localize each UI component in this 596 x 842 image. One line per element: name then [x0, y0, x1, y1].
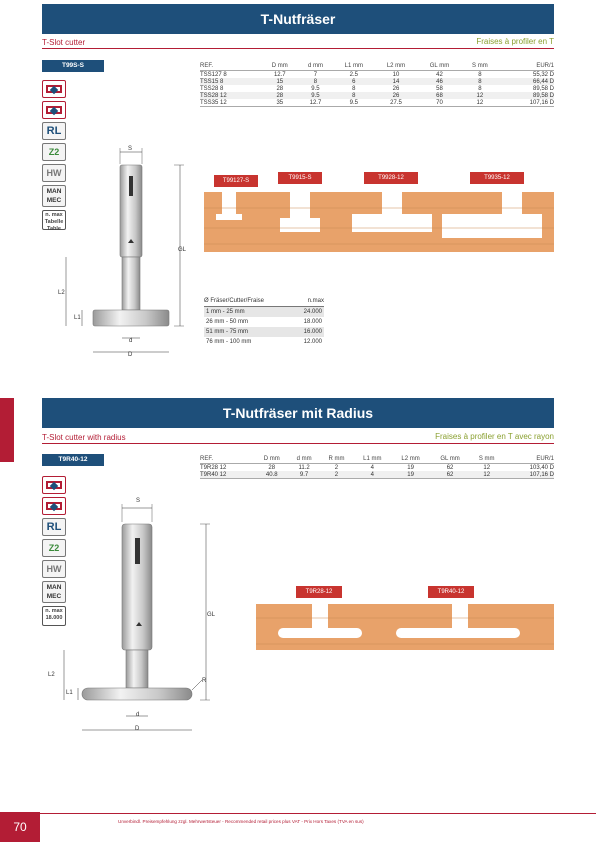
table-row: 26 mm - 50 mm 18.000: [206, 319, 322, 325]
rpm-table: [204, 296, 324, 347]
section2-spec-table: [200, 455, 554, 479]
table-row: TSS28 8 28 9.5 8 26 58 8 89,58 D: [200, 85, 554, 92]
dim-l2-label: L2: [48, 672, 55, 678]
table-row: TSS15 8 15 8 6 14 46 8 66,44 D: [200, 78, 554, 85]
manual-mec-icon: MAN MEC: [42, 185, 66, 207]
table-header-row: REF. D mm d mm R mm L1 mm L2 mm GL mm S mm EUR/1: [200, 456, 554, 462]
section1-divider: [42, 48, 554, 49]
table-row: TSS127 8 12.7 7 2.5 10 42 8 55,32 D: [200, 71, 554, 78]
dim-s-label: S: [128, 146, 133, 152]
dim-l2-label: L2: [58, 290, 65, 296]
dim-gl-label: GL: [178, 247, 187, 253]
table-row: T9R28 12 28 11.2 2 4 19 62 12 103,40 D: [200, 464, 554, 471]
profile-label: T9915-S: [278, 172, 322, 184]
max-rpm-icon: n. max 18.000: [42, 606, 66, 626]
carbide-hw-icon: HW: [42, 560, 66, 578]
profile-label: T9935-12: [470, 172, 524, 184]
section2-title: T-Nutfräser mit Radius: [42, 398, 554, 428]
router-head-icon: [42, 101, 66, 119]
section1-subtitle-en: T-Slot cutter: [42, 38, 86, 47]
dim-s-label: S: [136, 498, 141, 504]
section1-spec-table: [200, 62, 554, 107]
section2-divider: [42, 443, 554, 444]
table-header-row: REF. D mm d mm L1 mm L2 mm GL mm S mm EUR/1: [200, 63, 554, 69]
section1-product-code: T99S-S: [42, 60, 104, 72]
section2-cutter-drawing: [56, 494, 216, 744]
dim-l1-label: L1: [66, 690, 73, 696]
section2-subtitle-fr: Fraises à profiler en T avec rayon: [435, 432, 554, 441]
dim-l1-label: L1: [74, 315, 81, 321]
section1-title: T-Nutfräser: [42, 4, 554, 34]
profile-label: T9928-12: [364, 172, 418, 184]
dim-d-small-label: d: [129, 338, 133, 344]
rotation-rl-icon: RL: [42, 122, 66, 140]
dim-d-big-label: D: [135, 726, 140, 732]
section1-subtitle-fr: Fraises à profiler en T: [476, 37, 554, 46]
section2-subtitle-en: T-Slot cutter with radius: [42, 433, 126, 442]
table-header-row: Ø Fräser/Cutter/Fraise n.max: [204, 296, 324, 307]
profile-label: T99127-S: [214, 175, 258, 187]
section1-wood-profile: [204, 188, 554, 252]
footer-note: Unverbindl. Preisempfehlung zzgl. Mehrwertsteuer - Recommended retail prices plus VAT - Prix Hors Taxes (TVA en sus): [118, 819, 364, 824]
max-rpm-icon: n. max Tabelle Table: [42, 210, 66, 230]
teeth-z2-icon: Z2: [42, 539, 66, 557]
teeth-z2-icon: Z2: [42, 143, 66, 161]
profile-label: T9R40-12: [428, 586, 474, 598]
chapter-tab: [0, 398, 14, 462]
table-row: 51 mm - 75 mm 16.000: [206, 329, 322, 335]
section1-cutter-drawing: [56, 140, 196, 370]
table-row: T9R40 12 40.8 9.7 2 4 19 62 12 107,16 D: [200, 471, 554, 478]
manual-mec-icon: MAN MEC: [42, 581, 66, 603]
section2-product-code: T9R40-12: [42, 454, 104, 466]
dim-gl-label: GL: [207, 612, 216, 618]
table-row: 1 mm - 25 mm 24.000: [204, 307, 324, 318]
section2-wood-profile: [256, 600, 554, 650]
profile-label: T9R28-12: [296, 586, 342, 598]
router-icon: [42, 476, 66, 494]
dim-d-big-label: D: [128, 352, 133, 358]
table-row: 76 mm - 100 mm 12.000: [206, 339, 322, 345]
dim-d-small-label: d: [136, 712, 140, 718]
router-icon: [42, 80, 66, 98]
table-row: TSS35 12 35 12.7 9.5 27.5 70 12 107,16 D: [200, 99, 554, 106]
carbide-hw-icon: HW: [42, 164, 66, 182]
table-row: TSS28 12 28 9.5 8 26 68 12 89,58 D: [200, 92, 554, 99]
page-number: 70: [0, 812, 40, 842]
dim-r-label: R: [202, 678, 207, 684]
footer-divider: [40, 813, 596, 814]
rotation-rl-icon: RL: [42, 518, 66, 536]
